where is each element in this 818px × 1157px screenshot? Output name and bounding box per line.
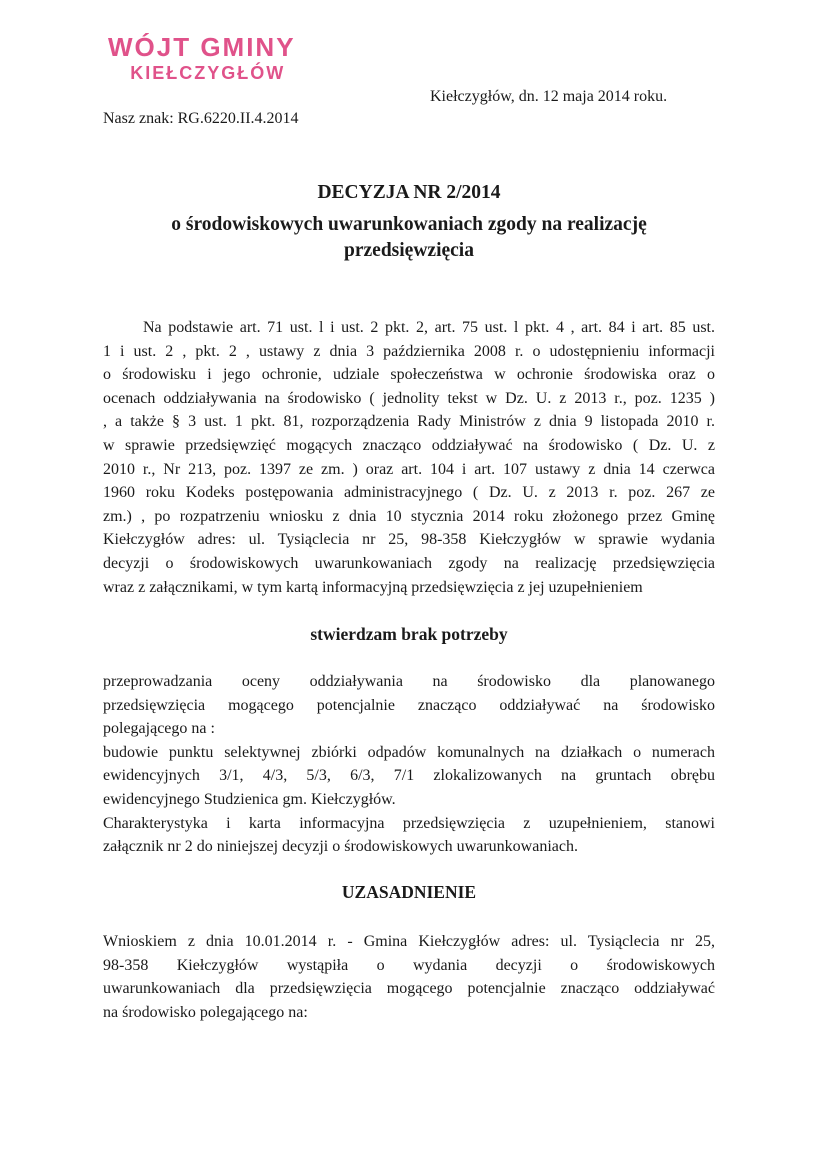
text-line: przedsięwzięcia mogącego potencjalnie znacząco oddziaływać na środowisko xyxy=(103,696,715,714)
text-line: zm.) , po rozpatrzeniu wniosku z dnia 10 stycznia 2014 roku złożonego przez Gminę xyxy=(103,507,715,525)
place-and-date: Kiełczygłów, dn. 12 maja 2014 roku. xyxy=(430,88,668,105)
text-line: , a także § 3 ust. 1 pkt. 81, rozporządzenia Rady Ministrów z dnia 9 listopada 2010 r. xyxy=(103,413,715,431)
text-line: załącznik nr 2 do niniejszej decyzji o środowiskowych uwarunkowaniach. xyxy=(103,838,578,856)
text-line: Charakterystyka i karta informacyjna przedsięwzięcia z uzupełnieniem, stanowi xyxy=(103,814,715,832)
reference-number: Nasz znak: RG.6220.II.4.2014 xyxy=(103,110,299,127)
text-line: uwarunkowaniach dla przedsięwzięcia mogącego potencjalnie znacząco oddziaływać xyxy=(103,980,715,998)
official-stamp xyxy=(108,32,296,84)
text-line: ewidencyjnego Studzienica gm. Kiełczygłów. xyxy=(103,790,396,808)
decision-title: DECYZJA NR 2/2014 xyxy=(317,182,501,203)
legal-basis-paragraph xyxy=(103,316,715,599)
text-line: Wnioskiem z dnia 10.01.2014 r. - Gmina Kiełczygłów adres: ul. Tysiąclecia nr 25, xyxy=(103,933,715,950)
decision-subtitle-line-2: przedsięwzięcia xyxy=(344,240,474,261)
text-line: polegającego na : xyxy=(103,720,215,738)
text-line: ocenach oddziaływania na środowisko ( jednolity tekst w Dz. U. z 2013 r., poz. 1235 ) xyxy=(103,389,715,407)
text-line: przeprowadzania oceny oddziaływania na środowisko dla planowanego xyxy=(103,673,715,690)
text-line: wraz z załącznikami, w tym kartą informacyjną przedsięwzięcia z jej uzupełnieniem xyxy=(103,578,643,596)
decision-subtitle-line-1: o środowiskowych uwarunkowaniach zgody na realizację xyxy=(171,214,647,235)
text-line: o środowisku i jego ochronie, udziale społeczeństwa w ochronie środowiska oraz o xyxy=(103,366,715,384)
stamp-line-2: KIEŁCZYGŁÓW xyxy=(130,63,286,83)
text-line: na środowisko polegającego na: xyxy=(103,1003,308,1021)
justification-paragraph xyxy=(103,930,715,1024)
text-line: 2010 r., Nr 213, poz. 1397 ze zm. ) oraz art. 104 i art. 107 ustawy z dnia 14 czerwca xyxy=(103,460,715,478)
text-line: decyzji o środowiskowych uwarunkowaniach zgody na realizację przedsięwzięcia xyxy=(103,554,715,572)
decision-paragraph xyxy=(103,670,715,859)
text-line: 1960 roku Kodeks postępowania administracyjnego ( Dz. U. z 2013 r. poz. 267 ze xyxy=(103,484,715,502)
stamp-line-1: WÓJT GMINY xyxy=(108,32,296,62)
text-line: 98-358 Kiełczygłów wystąpiła o wydania decyzji o środowiskowych xyxy=(103,956,715,974)
text-line: w sprawie przedsięwzięć mogących znacząco oddziaływać na środowisko ( Dz. U. z xyxy=(103,436,715,454)
decision-heading: stwierdzam brak potrzeby xyxy=(310,624,508,644)
text-line: ewidencyjnych 3/1, 4/3, 5/3, 6/3, 7/1 zlokalizowanych na gruntach obrębu xyxy=(103,767,715,785)
text-line: budowie punktu selektywnej zbiórki odpadów komunalnych na działkach o numerach xyxy=(103,743,715,761)
text-line: 1 i ust. 2 , pkt. 2 , ustawy z dnia 3 października 2008 r. o udostępnieniu informacji xyxy=(103,342,715,360)
text-line: Na podstawie art. 71 ust. l i ust. 2 pkt. 2, art. 75 ust. l pkt. 4 , art. 84 i art. 85 ust. xyxy=(143,319,715,336)
text-line: Kiełczygłów adres: ul. Tysiąclecia nr 25, 98-358 Kiełczygłów w sprawie wydania xyxy=(103,531,715,549)
justification-heading: UZASADNIENIE xyxy=(341,882,477,902)
